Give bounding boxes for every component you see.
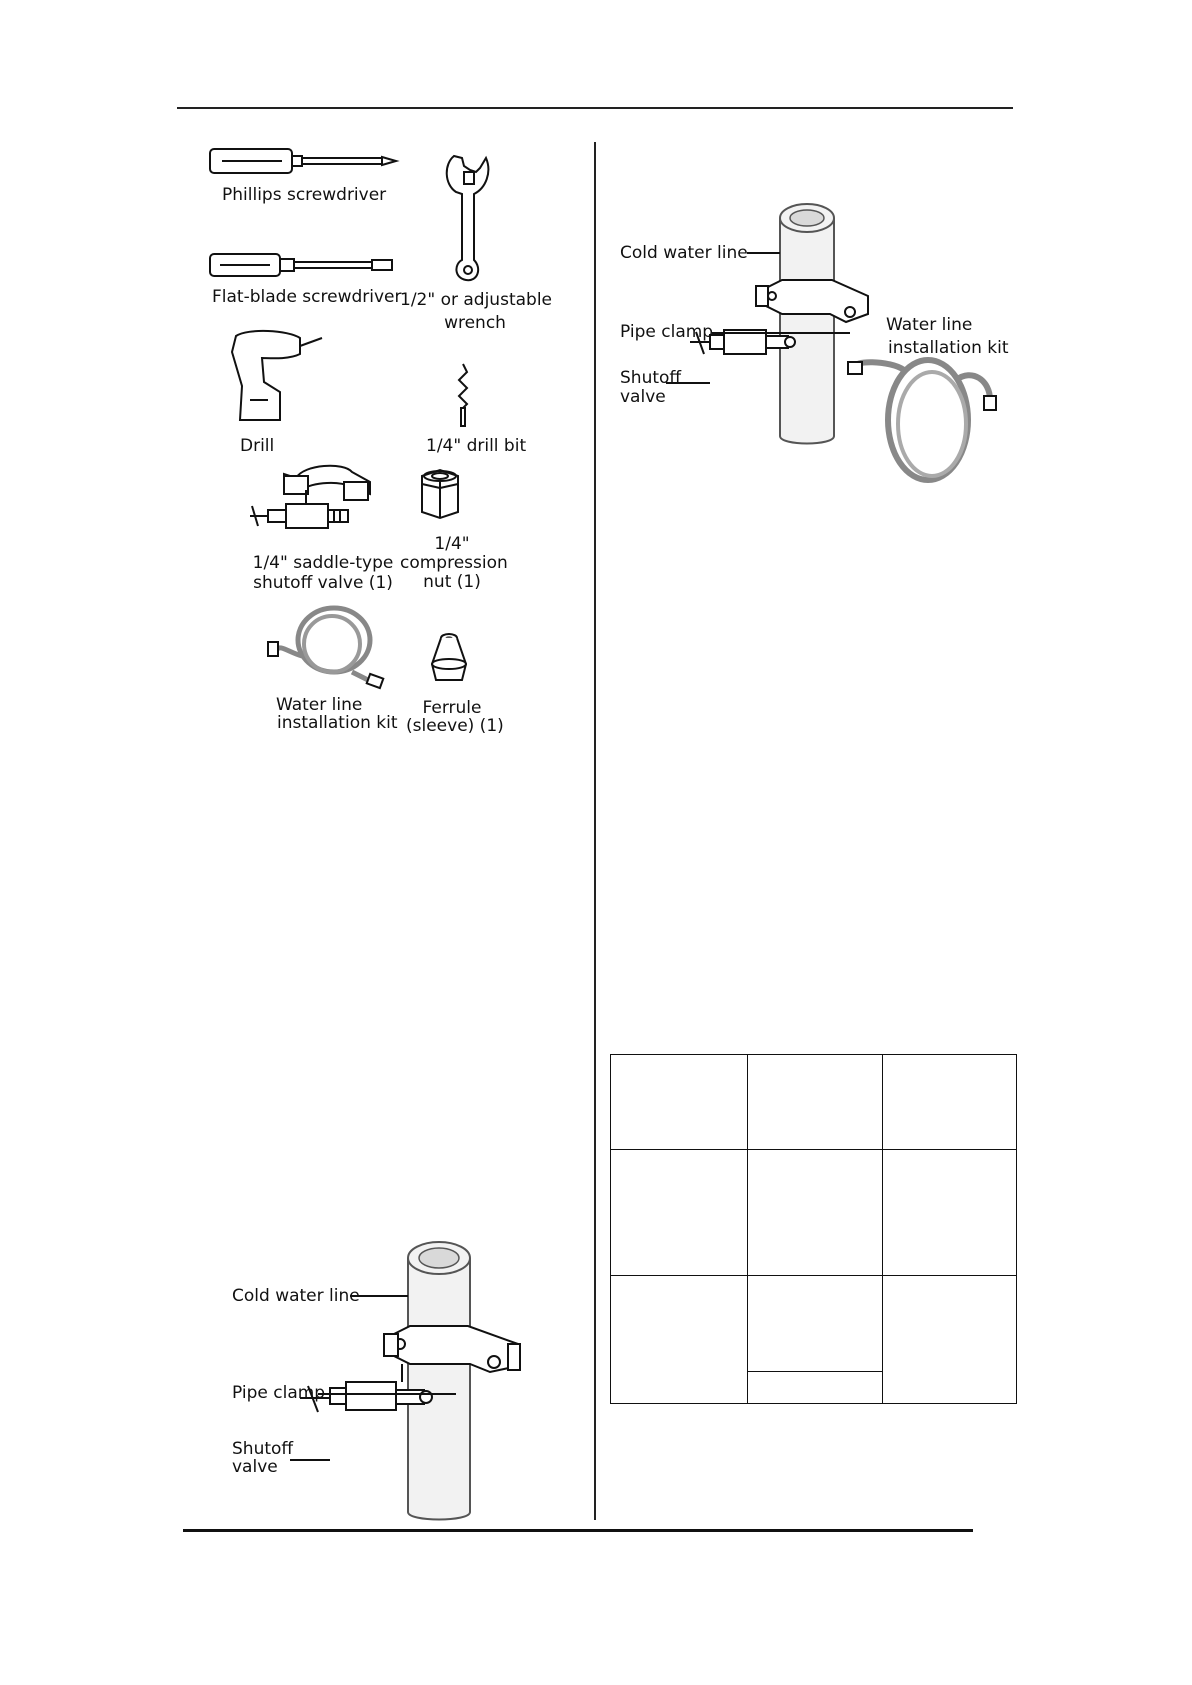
right-water-line-kit-label-line2: installation kit xyxy=(888,338,1009,358)
left-pipe-clamp-label: Pipe clamp xyxy=(232,1383,326,1403)
table-cell xyxy=(883,1276,1017,1404)
table-cell xyxy=(748,1150,883,1276)
table-cell xyxy=(883,1055,1017,1150)
compression-nut-label-line3: nut (1) xyxy=(423,572,481,592)
right-water-line-kit-label-line1: Water line xyxy=(886,315,973,335)
table-cell xyxy=(611,1055,748,1150)
flat-blade-screwdriver-label: Flat-blade screwdriver xyxy=(212,287,402,307)
shutoff-valve-label-line1: 1/4" saddle-type xyxy=(252,553,394,573)
table-cell xyxy=(748,1055,883,1150)
right-cold-water-line-label: Cold water line xyxy=(620,243,748,263)
compression-nut-label-line2: compression xyxy=(400,553,508,573)
wrench-label-line2: wrench xyxy=(444,313,506,333)
right-shutoff-label-line2: valve xyxy=(620,387,666,407)
table-cell xyxy=(748,1372,883,1404)
right-shutoff-label-line1: Shutoff xyxy=(620,368,682,388)
water-line-kit-label-line1: Water line xyxy=(276,695,363,715)
drill-bit-label: 1/4" drill bit xyxy=(426,436,527,456)
left-cold-water-line-label: Cold water line xyxy=(232,1286,360,1306)
table-cell xyxy=(611,1276,748,1404)
table-cell xyxy=(748,1276,883,1372)
table-cell xyxy=(883,1150,1017,1276)
left-shutoff-label-line2: valve xyxy=(232,1457,278,1477)
compression-nut-label-line1: 1/4" xyxy=(434,534,470,554)
right-pipe-clamp-label: Pipe clamp xyxy=(620,322,714,342)
empty-grid-table xyxy=(610,1054,1017,1404)
drill-label: Drill xyxy=(240,436,275,456)
table-cell xyxy=(611,1150,748,1276)
water-line-kit-label-line2: installation kit xyxy=(277,713,398,733)
shutoff-valve-label-line2: shutoff valve (1) xyxy=(253,573,393,593)
left-shutoff-label-line1: Shutoff xyxy=(232,1439,294,1459)
phillips-screwdriver-label: Phillips screwdriver xyxy=(222,185,387,205)
ferrule-label-line1: Ferrule xyxy=(422,698,482,718)
wrench-label-line1: 1/2" or adjustable xyxy=(400,290,552,310)
ferrule-label-line2: (sleeve) (1) xyxy=(406,716,504,736)
